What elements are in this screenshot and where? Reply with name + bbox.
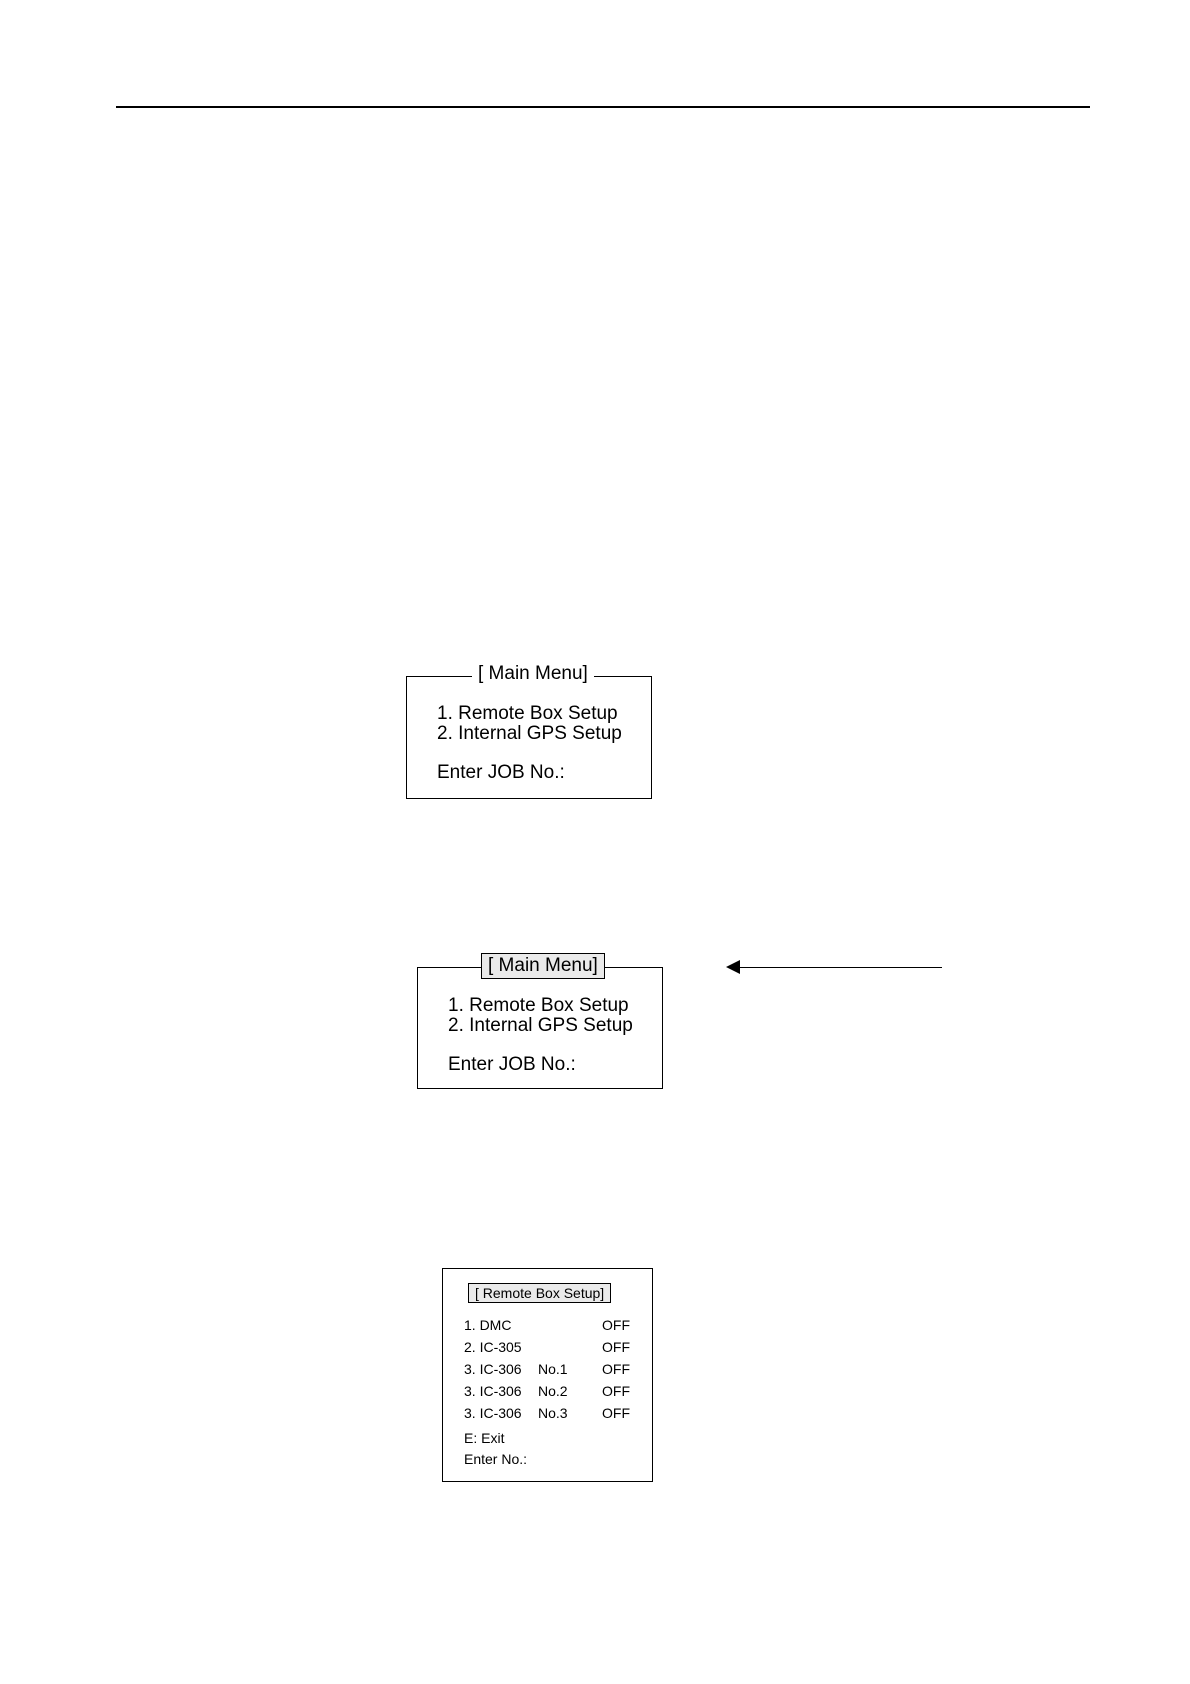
number-prompt[interactable]: Enter No.: bbox=[464, 1451, 528, 1467]
row-value: OFF bbox=[602, 1405, 630, 1421]
menu-item-internal-gps-setup[interactable]: 2. Internal GPS Setup bbox=[437, 723, 622, 744]
main-menu-title-highlighted: [ Main Menu] bbox=[481, 953, 605, 979]
main-menu-title: [ Main Menu] bbox=[472, 663, 594, 685]
row-label[interactable]: 3. IC-306 bbox=[464, 1361, 522, 1377]
row-label[interactable]: 3. IC-306 bbox=[464, 1405, 522, 1421]
row-sub: No.1 bbox=[538, 1361, 568, 1377]
row-sub: No.2 bbox=[538, 1383, 568, 1399]
menu-item-remote-box-setup[interactable]: 1. Remote Box Setup bbox=[437, 703, 618, 724]
row-value: OFF bbox=[602, 1339, 630, 1355]
row-value: OFF bbox=[602, 1317, 630, 1333]
remote-box-title: [ Remote Box Setup] bbox=[468, 1283, 611, 1303]
row-label[interactable]: 3. IC-306 bbox=[464, 1383, 522, 1399]
menu-item-remote-box-setup[interactable]: 1. Remote Box Setup bbox=[448, 995, 629, 1016]
row-label[interactable]: 1. DMC bbox=[464, 1317, 512, 1333]
row-sub: No.3 bbox=[538, 1405, 568, 1421]
job-number-prompt[interactable]: Enter JOB No.: bbox=[437, 762, 565, 783]
menu-item-internal-gps-setup[interactable]: 2. Internal GPS Setup bbox=[448, 1015, 633, 1036]
header-rule bbox=[116, 106, 1090, 108]
job-number-prompt[interactable]: Enter JOB No.: bbox=[448, 1054, 576, 1075]
row-value: OFF bbox=[602, 1361, 630, 1377]
row-label[interactable]: 2. IC-305 bbox=[464, 1339, 522, 1355]
row-value: OFF bbox=[602, 1383, 630, 1399]
pointer-arrow-line bbox=[736, 967, 942, 968]
exit-option[interactable]: E: Exit bbox=[464, 1430, 505, 1446]
